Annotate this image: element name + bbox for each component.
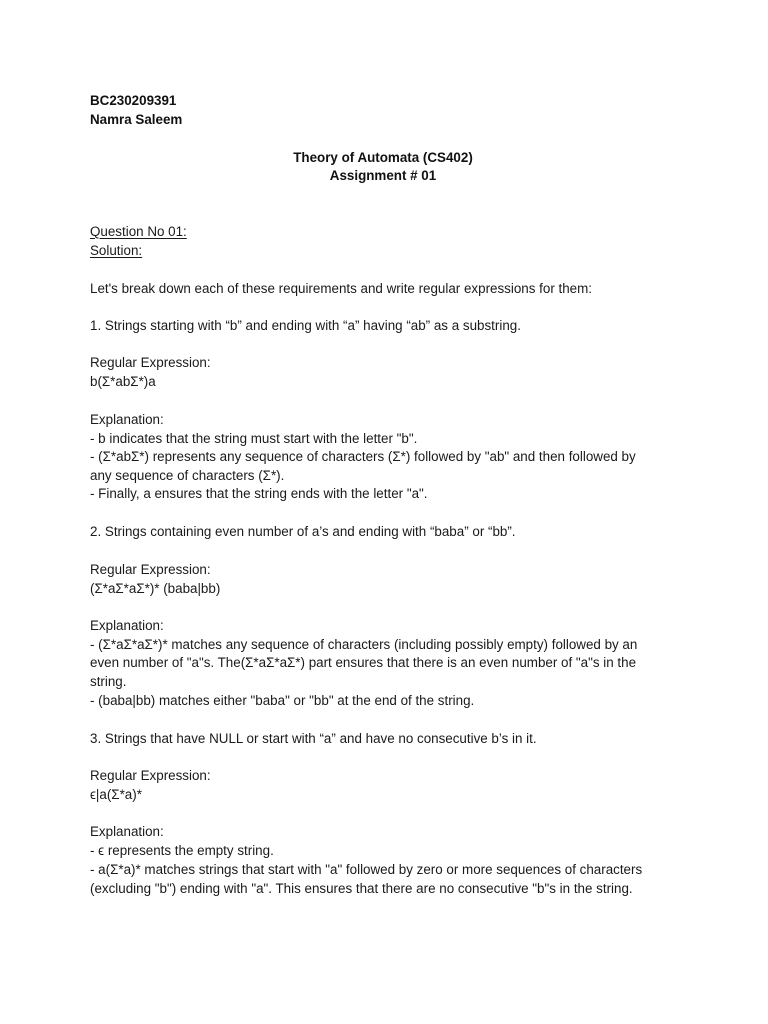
part-1-explanation-line: - Finally, a ensures that the string ends with the letter "a". bbox=[90, 486, 428, 501]
part-2-explanation-line: string. bbox=[90, 674, 127, 689]
part-2-heading: 2. Strings containing even number of a’s and ending with “baba” or “bb”. bbox=[90, 524, 516, 539]
part-2-explanation-line: - (Σ*aΣ*aΣ*)* matches any sequence of characters (including possibly empty) followed by an bbox=[90, 637, 638, 652]
assignment-title: Assignment # 01 bbox=[329, 168, 437, 183]
part-2-explanation-line: even number of "a"s. The(Σ*aΣ*aΣ*) part ensures that there is an even number of "a"s in the bbox=[90, 655, 637, 670]
part-3-regex: ϵ|a(Σ*a)* bbox=[90, 787, 142, 802]
student-id: BC230209391 bbox=[90, 93, 177, 108]
part-2-regex-label: Regular Expression: bbox=[90, 562, 211, 577]
course-title: Theory of Automata (CS402) bbox=[293, 150, 473, 165]
part-3-explanation-line: - a(Σ*a)* matches strings that start with "a" followed by zero or more sequences of characters bbox=[90, 862, 643, 877]
part-3-heading: 3. Strings that have NULL or start with “a” and have no consecutive b’s in it. bbox=[90, 731, 537, 746]
question-label: Question No 01: bbox=[90, 224, 187, 239]
student-name: Namra Saleem bbox=[90, 112, 183, 127]
part-3-explanation-line: (excluding "b") ending with "a". This ensures that there are no consecutive "b"s in the string. bbox=[90, 881, 633, 896]
intro-text: Let's break down each of these requirements and write regular expressions for them: bbox=[90, 281, 592, 296]
part-1-explanation-line: - b indicates that the string must start with the letter "b". bbox=[90, 431, 418, 446]
part-1-explanation-line: any sequence of characters (Σ*). bbox=[90, 468, 285, 483]
part-1-explanation-line: - (Σ*abΣ*) represents any sequence of characters (Σ*) followed by "ab" and then followed by bbox=[90, 449, 636, 464]
part-1-explanation-label: Explanation: bbox=[90, 412, 164, 427]
part-2-explanation-line: - (baba|bb) matches either "baba" or "bb" at the end of the string. bbox=[90, 693, 475, 708]
part-2-regex: (Σ*aΣ*aΣ*)* (baba|bb) bbox=[90, 581, 221, 596]
part-1-regex: b(Σ*abΣ*)a bbox=[90, 374, 156, 389]
part-3-explanation-line: - ϵ represents the empty string. bbox=[90, 843, 274, 858]
part-3-regex-label: Regular Expression: bbox=[90, 768, 211, 783]
part-3-explanation-label: Explanation: bbox=[90, 824, 164, 839]
part-1-regex-label: Regular Expression: bbox=[90, 355, 211, 370]
solution-label: Solution: bbox=[90, 243, 143, 258]
part-1-heading: 1. Strings starting with “b” and ending with “a” having “ab” as a substring. bbox=[90, 318, 521, 333]
part-2-explanation-label: Explanation: bbox=[90, 618, 164, 633]
